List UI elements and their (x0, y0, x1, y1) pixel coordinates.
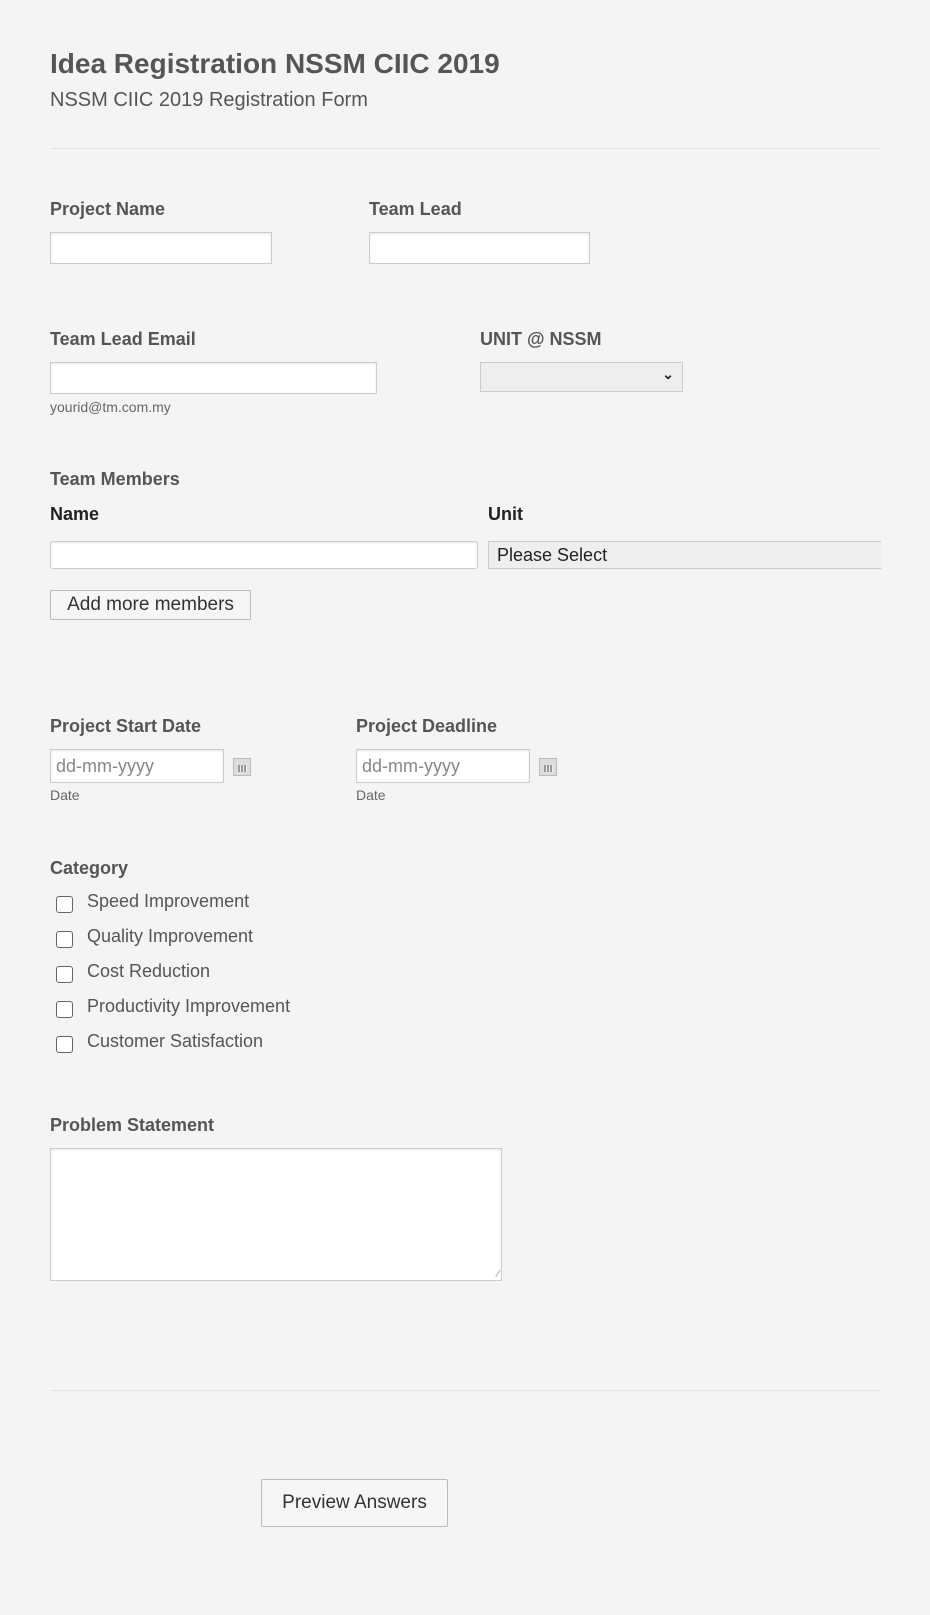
name-column-header: Name (50, 504, 100, 524)
option-label: Quality Improvement (87, 926, 254, 946)
team-lead-label: Team Lead (369, 199, 462, 219)
problem-statement-label: Problem Statement (50, 1115, 215, 1135)
checkbox-quality-improvement[interactable] (56, 931, 73, 948)
member-name-input[interactable] (50, 541, 478, 569)
deadline-input[interactable]: dd-mm-yyyy (356, 749, 530, 783)
checkbox-speed-improvement[interactable] (56, 896, 73, 913)
calendar-icon[interactable] (233, 758, 251, 776)
unit-select[interactable] (480, 362, 683, 392)
deadline-label: Project Deadline (356, 716, 498, 736)
option-label: Cost Reduction (87, 961, 211, 981)
member-unit-select[interactable]: Please Select (488, 541, 881, 569)
form-subtitle: NSSM CIIC 2019 Registration Form (50, 89, 368, 111)
resize-handle-icon[interactable]: ∕ (497, 1269, 499, 1280)
divider (50, 148, 881, 149)
form-title: Idea Registration NSSM CIIC 2019 (50, 48, 500, 79)
unit-column-header: Unit (488, 504, 523, 524)
checkbox-cost-reduction[interactable] (56, 966, 73, 983)
start-date-label: Project Start Date (50, 716, 202, 736)
checkbox-customer-satisfaction[interactable] (56, 1036, 73, 1053)
checkbox-productivity-improvement[interactable] (56, 1001, 73, 1018)
project-name-input[interactable] (50, 232, 272, 264)
chevron-down-icon: ⌄ (662, 366, 674, 382)
divider (50, 1390, 881, 1391)
start-date-input[interactable]: dd-mm-yyyy (50, 749, 224, 783)
option-label: Speed Improvement (87, 891, 250, 911)
problem-statement-textarea[interactable] (50, 1148, 502, 1281)
team-members-label: Team Members (50, 469, 180, 489)
calendar-icon[interactable] (539, 758, 557, 776)
start-date-hint: Date (50, 787, 80, 803)
preview-answers-button[interactable]: Preview Answers (261, 1479, 448, 1527)
unit-label: UNIT @ NSSM (480, 329, 602, 349)
team-lead-email-input[interactable] (50, 362, 377, 394)
email-hint: yourid@tm.com.my (50, 399, 171, 415)
option-label: Productivity Improvement (87, 996, 291, 1016)
deadline-hint: Date (356, 787, 386, 803)
team-lead-input[interactable] (369, 232, 590, 264)
team-lead-email-label: Team Lead Email (50, 329, 196, 349)
option-label: Customer Satisfaction (87, 1031, 264, 1051)
category-label: Category (50, 858, 129, 878)
project-name-label: Project Name (50, 199, 166, 219)
add-more-members-button[interactable]: Add more members (50, 590, 251, 620)
